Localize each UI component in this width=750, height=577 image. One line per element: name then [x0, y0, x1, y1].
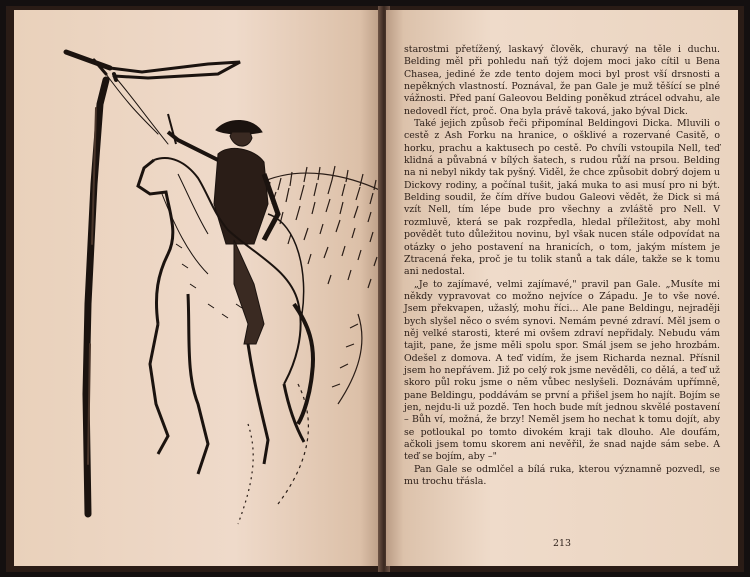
- paragraph: Také jejich způsob řeči připomínal Beldingovi Dicka. Mluvili o cestě z Ash Forku na hranice, o ošklivé a rozervané Casitě, o horku, prachu a kaktusech po cestě. Po chvíli vstoupila Nell, teď klidná a půvabná v bílých šatech, s rudou růží na prsou. Belding na ni nebyl nikdy tak pyšný. Viděl, že chce způsobit dobrý dojem u Dickovy rodiny, a počínal tušit, jaká muka to asi musí pro ni být. Belding soudil, že čím dříve budou Galeovi vědět, že Dick si má vzít Nell, tím lépe bude pro všechny a zvláště pro Nell. V rozmluvě, která se pak rozpředla, hledal příležitost, aby mohl povědět tuto důležitou novinu, byl však nucen stále odpovídat na otázky o jeho postavení na hranicích, o tom, jakým místem je Ztracená řeka, proč je tu tolik stanů a tak dále, takže se k tomu ani nedostal.: [404, 118, 720, 278]
- paragraph: „Je to zajímavé, velmi zajímavé," pravil pan Gale. „Musíte mi někdy vypravovat co možno nejvíce o Západu. Je to vše nové. Jsem překvapen, užaslý, mohu říci... Ale pane Beldingu, nejraději bych slyšel něco o svém synovi. Nemám pevné zdraví. Měl jsem o něj velké starosti, které mi ovšem zdraví nepřidaly. Nebudu vám tajit, pane, že jsme měli spolu spor. Smál jsem se jeho hrozbám. Odešel z domova. A teď vidím, že jsem Richarda neznal. Přísnil jsem ho nepřávem. Již po celý rok jsme nevěděli, co dělá, a teď už skoro půl roku jsme o něm vůbec neslyšeli. Doznávám upřímně, pane Beldingu, poddávám se první a přišel jsem ho najít. Bojím se jen, nejdu-li už pozdě. Ten hoch bude mít jednou skvělé postavení – Bůh ví, možná, že brzy! Neměl jsem ho nechat k tomu dojít, aby se potloukal po tomto divokém kraji tak dlouho. Ale doufám, ačkoli jsem tomu skorem ani nevěřil, že snad najde sám sebe. A teď se bojím, aby –": [404, 278, 720, 463]
- paragraph: Pan Gale se odmlčel a bílá ruka, kterou významně pozvedl, se mu trochu třásla.: [404, 463, 720, 488]
- page-text: [404, 44, 720, 488]
- right-page: [386, 10, 738, 566]
- page-number: 213: [553, 538, 571, 549]
- left-page: [14, 10, 382, 566]
- paragraph: starostmi přetížený, laskavý člověk, churavý na těle i duchu. Belding měl při pohledu naň týž dojem moci jako cítil u Bena Chasea, jediné že zde tento dojem moci byl prost vší drsnosti a nepěkných vlastností. Poznával, že pan Gale je muž těšící se plné vážnosti. Před paní Galeovou Belding poněkud ztrácel odvahu, ale nedovedl říct, proč. Ona byla právě taková, jako býval Dick.: [404, 44, 720, 117]
- open-book: [6, 6, 744, 572]
- horse-rider-illustration: [58, 44, 398, 534]
